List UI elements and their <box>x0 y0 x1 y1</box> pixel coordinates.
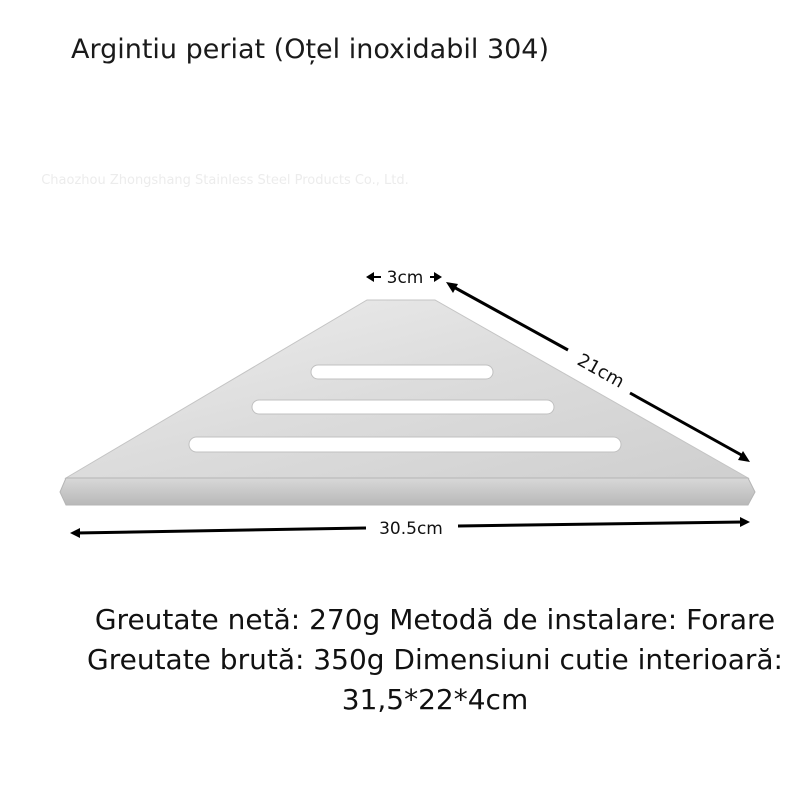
company-watermark: Chaozhou Zhongshang Stainless Steel Products Co., Ltd. <box>41 173 409 188</box>
dimension-top-width <box>366 268 442 288</box>
drain-slot <box>189 437 621 452</box>
dimension-total-width <box>70 517 750 539</box>
dimension-label-width: 30.5cm <box>379 519 443 539</box>
dimension-label-top: 3cm <box>386 268 424 288</box>
shelf-front-edge <box>60 478 755 505</box>
drain-slot <box>252 400 554 414</box>
dimension-label-side: 21cm <box>573 349 628 393</box>
product-specs: Greutate netă: 270g Metodă de instalare: Forare Greutate brută: 350g Dimensiuni cutie interioară: 31,5*22*4cm <box>87 603 783 716</box>
product-title: Argintiu periat (Oțel inoxidabil 304) <box>70 34 550 65</box>
drain-slot <box>311 365 493 379</box>
